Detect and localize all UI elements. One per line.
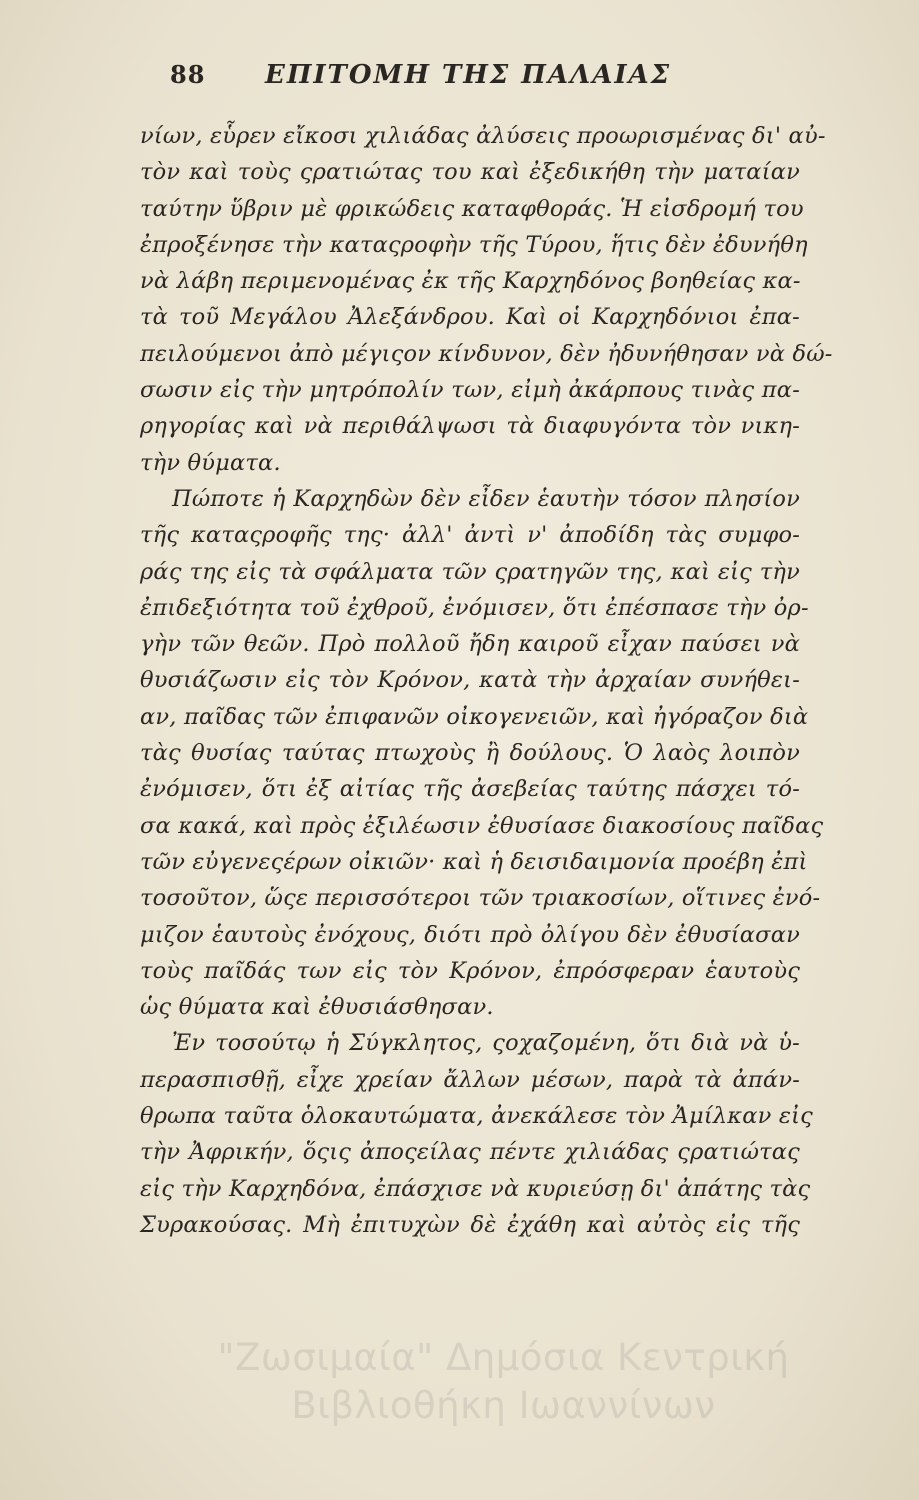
text-line: ἐπιδεξιότητα τοῦ ἐχθροῦ, ἐνόμισεν, ὅτι ἐπέσπασε τὴν ὀρ- [140,594,809,621]
page-header [170,60,780,100]
paragraph-first-line: Ἐν τοσούτῳ ἡ Σύγκλητος, ςοχαζομένη, ὅτι διὰ νὰ ὑ- [172,1030,800,1057]
running-title: ΕΠΙΤΟΜΗ ΤΗΣ ΠΑΛΑΙΑΣ [265,60,672,90]
library-watermark-line1: "Ζωσιμαία" Δημόσια Κεντρική [217,1336,790,1379]
text-line: Συρακούσας. Μὴ ἐπιτυχὼν δὲ ἐχάθη καὶ αὐτὸς εἰς τῆς [140,1211,800,1238]
text-line: τὰς θυσίας ταύτας πτωχοὺς ἢ δούλους. Ὁ λαὸς λοιπὸν [140,740,800,767]
text-line: ὡς θύματα καὶ ἐθυσιάσθησαν. [140,994,494,1021]
text-line: τοὺς παῖδάς των εἰς τὸν Κρόνον, ἐπρόσφεραν ἑαυτοὺς [140,957,800,984]
text-line: μιζον ἑαυτοὺς ἐνόχους, διότι πρὸ ὀλίγου δὲν ἐθυσίασαν [140,921,800,948]
body-text [140,118,833,1243]
text-line: ρηγορίας καὶ νὰ περιθάλψωσι τὰ διαφυγόντα τὸν νικη- [140,413,800,440]
text-line: τὴν Ἀφρικήν, ὅςις ἀποςείλας πέντε χιλιάδας ςρατιώτας [140,1139,800,1166]
text-line: ράς της εἰς τὰ σφάλματα τῶν ςρατηγῶν της, καὶ εἰς τὴν [140,558,800,585]
page-number: 88 [170,60,206,89]
text-line: θυσιάζωσιν εἰς τὸν Κρόνον, κατὰ τὴν ἀρχαίαν συνήθει- [140,667,800,694]
text-line: σωσιν εἰς τὴν μητρόπολίν των, εἰμὴ ἀκάρπους τινὰς πα- [140,377,800,404]
text-line: τὴν θύματα. [140,449,281,476]
library-watermark-line2: Βιβλιοθήκη Ιωαννίνων [291,1384,716,1427]
paragraph-first-line: Πώποτε ἡ Καρχηδὼν δὲν εἶδεν ἑαυτὴν τόσον πλησίον [172,485,800,512]
text-line: τῆς καταςροφῆς της· ἀλλ' ἀντὶ ν' ἀποδίδη τὰς συμφο- [140,522,800,549]
text-line: ἐπροξένησε τὴν καταςροφὴν τῆς Τύρου, ἥτις δὲν ἐδυνήθη [140,231,808,258]
text-line: νὰ λάβη περιμενομένας ἐκ τῆς Καρχηδόνος βοηθείας κα- [140,268,801,295]
text-line: γὴν τῶν θεῶν. Πρὸ πολλοῦ ἤδη καιροῦ εἶχαν παύσει νὰ [140,631,800,658]
text-line: τὸν καὶ τοὺς ςρατιώτας του καὶ ἐξεδικήθη τὴν ματαίαν [140,159,800,186]
text-line: τῶν εὐγενεςέρων οἰκιῶν· καὶ ἡ δεισιδαιμονία προέβη ἐπὶ [140,848,808,875]
text-line: αν, παῖδας τῶν ἐπιφανῶν οἰκογενειῶν, καὶ ἠγόραζον διὰ [140,703,809,730]
text-line: περασπισθῇ, εἶχε χρείαν ἄλλων μέσων, παρὰ τὰ ἀπάν- [140,1066,800,1093]
text-line: σα κακά, καὶ πρὸς ἐξιλέωσιν ἐθυσίασε διακοσίους παῖδας [140,812,824,839]
text-line: τὰ τοῦ Μεγάλου Ἀλεξάνδρου. Καὶ οἱ Καρχηδόνιοι ἐπα- [140,304,800,331]
text-line: θρωπα ταῦτα ὁλοκαυτώματα, ἀνεκάλεσε τὸν Ἀμίλκαν εἰς [140,1103,813,1130]
text-line: εἰς τὴν Καρχηδόνα, ἐπάσχισε νὰ κυριεύσῃ δι' ἀπάτης τὰς [140,1175,811,1202]
text-line: τοσοῦτον, ὥςε περισσότεροι τῶν τριακοσίων, οἵτινες ἐνό- [140,885,821,912]
text-line: ταύτην ὕβριν μὲ φρικώδεις καταφθοράς. Ἡ εἰσδρομή του [140,195,804,222]
text-line: πειλούμενοι ἀπὸ μέγιςον κίνδυνον, δὲν ἠδυνήθησαν νὰ δώ- [140,340,833,367]
text-line: νίων, εὗρεν εἴκοσι χιλιάδας ἀλύσεις προωρισμένας δι' αὐ- [140,123,826,149]
text-line: ἐνόμισεν, ὅτι ἐξ αἰτίας τῆς ἀσεβείας ταύτης πάσχει τό- [140,776,800,803]
